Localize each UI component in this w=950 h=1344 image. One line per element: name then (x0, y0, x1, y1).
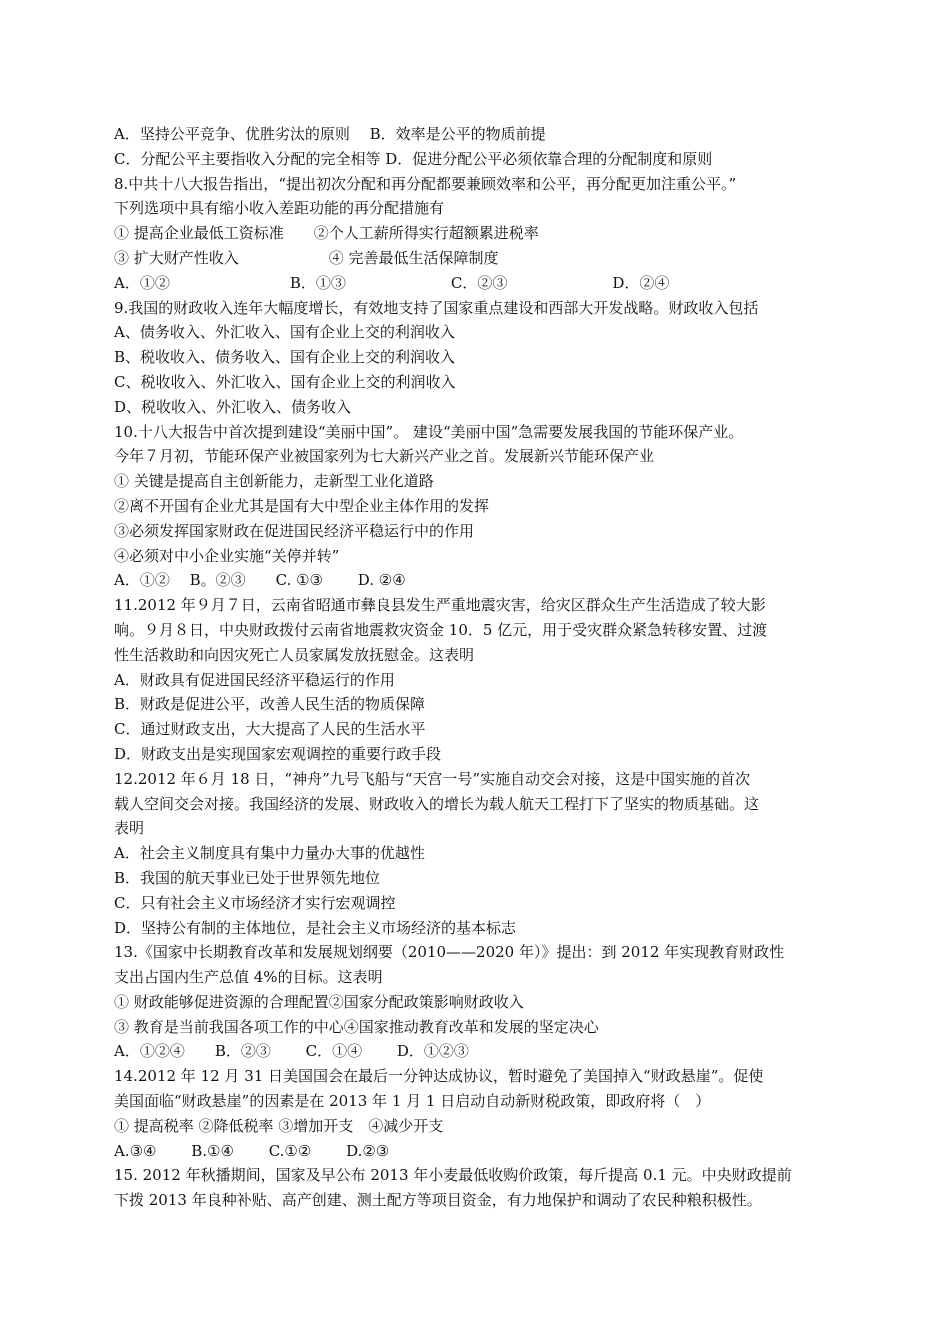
question-12-stem: 12.2012 年６月 18 日，“神舟”九号飞船与“天宫一号”实施自动交会对接，这是中国实施的首次 (114, 769, 751, 788)
answer-options: A．①② B。②③ C. ①③ D. ②④ (114, 571, 406, 590)
answer-options: A．①②④ B．②③ C．①④ D．①②③ (114, 1042, 469, 1061)
text-line: 今年７月初，节能环保产业被国家列为七大新兴产业之首。发展新兴节能环保产业 (114, 447, 655, 466)
text-line: 性生活救助和向因灾死亡人员家属发放抚慰金。这表明 (114, 645, 475, 664)
text-line: ④必须对中小企业实施“关停并转” (114, 546, 340, 565)
text-line: A．社会主义制度具有集中力量办大事的优越性 (114, 844, 425, 863)
text-line: 响。９月８日，中央财政拨付云南省地震救灾资金 10．5 亿元，用于受灾群众紧急转移安置、过渡 (114, 620, 768, 639)
text-line: C、税收收入、外汇收入、国有企业上交的利润收入 (114, 372, 456, 391)
answer-options: A.③④ B.①④ C.①② D.②③ (114, 1141, 390, 1160)
text-line: ① 提高税率 ②降低税率 ③增加开支 ④减少开支 (114, 1116, 444, 1135)
text-line: A．财政具有促进国民经济平稳运行的作用 (114, 670, 395, 689)
answer-options: A．①② B．①③ C．②③ D．②④ (114, 273, 670, 292)
question-9-stem: 9.我国的财政收入连年大幅度增长，有效地支持了国家重点建设和西部大开发战略。财政收入包括 (114, 298, 759, 317)
question-15-stem: 15. 2012 年秋播期间，国家及早公布 2013 年小麦最低收购价政策，每斤提高 0.1 元。中央财政提前 (114, 1166, 792, 1185)
text-line: 美国面临“财政悬崖”的因素是在 2013 年 1 月 1 日启动自动新财税政策，即政府将（ ） (114, 1092, 711, 1111)
question-14-stem: 14.2012 年 12 月 31 日美国国会在最后一分钟达成协议，暂时避免了美国掉入“财政悬崖”。促使 (114, 1067, 764, 1086)
text-line: ②离不开国有企业尤其是国有大中型企业主体作用的发挥 (114, 496, 490, 515)
text-line: ③ 扩大财产性收入 ④ 完善最低生活保障制度 (114, 248, 499, 267)
text-line: C．分配公平主要指收入分配的完全相等 D．促进分配公平必须依靠合理的分配制度和原则 (114, 149, 713, 168)
text-line: 下列选项中具有缩小收入差距功能的再分配措施有 (114, 199, 445, 218)
question-8-stem: 8.中共十八大报告指出，“提出初次分配和再分配都要兼顾效率和公平，再分配更加注重公平。” (114, 174, 737, 193)
text-line: ① 关键是提高自主创新能力，走新型工业化道路 (114, 472, 434, 491)
text-line: A、债务收入、外汇收入、国有企业上交的利润收入 (114, 323, 455, 342)
text-line: A．坚持公平竞争、优胜劣汰的原则 B．效率是公平的物质前提 (114, 125, 546, 143)
text-line: 载人空间交会对接。我国经济的发展、财政收入的增长为载人航天工程打下了坚实的物质基础。这 (114, 794, 760, 813)
question-11-stem: 11.2012 年９月７日，云南省昭通市彝良县发生严重地震灾害，给灾区群众生产生活造成了较大影 (114, 596, 766, 615)
text-line: B、税收收入、债务收入、国有企业上交的利润收入 (114, 348, 456, 367)
text-line: C．只有社会主义市场经济才实行宏观调控 (114, 893, 396, 912)
document-page (114, 122, 854, 1213)
question-10-stem: 10.十八大报告中首次提到建设“美丽中国”。 建设“美丽中国”急需要发展我国的节能环保产业。 (114, 422, 744, 441)
text-line: ① 提高企业最低工资标准 ②个人工薪所得实行超额累进税率 (114, 224, 539, 243)
text-line: D．坚持公有制的主体地位，是社会主义市场经济的基本标志 (114, 918, 517, 937)
text-line: B．财政是促进公平，改善人民生活的物质保障 (114, 695, 426, 714)
question-13-stem: 13.《国家中长期教育改革和发展规划纲要（2010——2020 年）》提出：到 2012 年实现教育财政性 (114, 943, 785, 962)
text-line: ① 财政能够促进资源的合理配置②国家分配政策影响财政收入 (114, 992, 524, 1011)
text-line: ③必须发挥国家财政在促进国民经济平稳运行中的作用 (114, 521, 475, 540)
text-line: D．财政支出是实现国家宏观调控的重要行政手段 (114, 744, 442, 763)
text-line: 表明 (114, 819, 145, 838)
text-line: ③ 教育是当前我国各项工作的中心④国家推动教育改革和发展的坚定决心 (114, 1017, 599, 1036)
text-line: B．我国的航天事业已处于世界领先地位 (114, 868, 381, 887)
text-line: C．通过财政支出，大大提高了人民的生活水平 (114, 720, 426, 739)
text-line: 支出占国内生产总值 4%的目标。这表明 (114, 968, 383, 987)
text-line: 下拨 2013 年良种补贴、高产创建、测土配方等项目资金，有力地保护和调动了农民种粮积极性。 (114, 1191, 762, 1210)
text-line: D、税收收入、外汇收入、债务收入 (114, 397, 352, 416)
